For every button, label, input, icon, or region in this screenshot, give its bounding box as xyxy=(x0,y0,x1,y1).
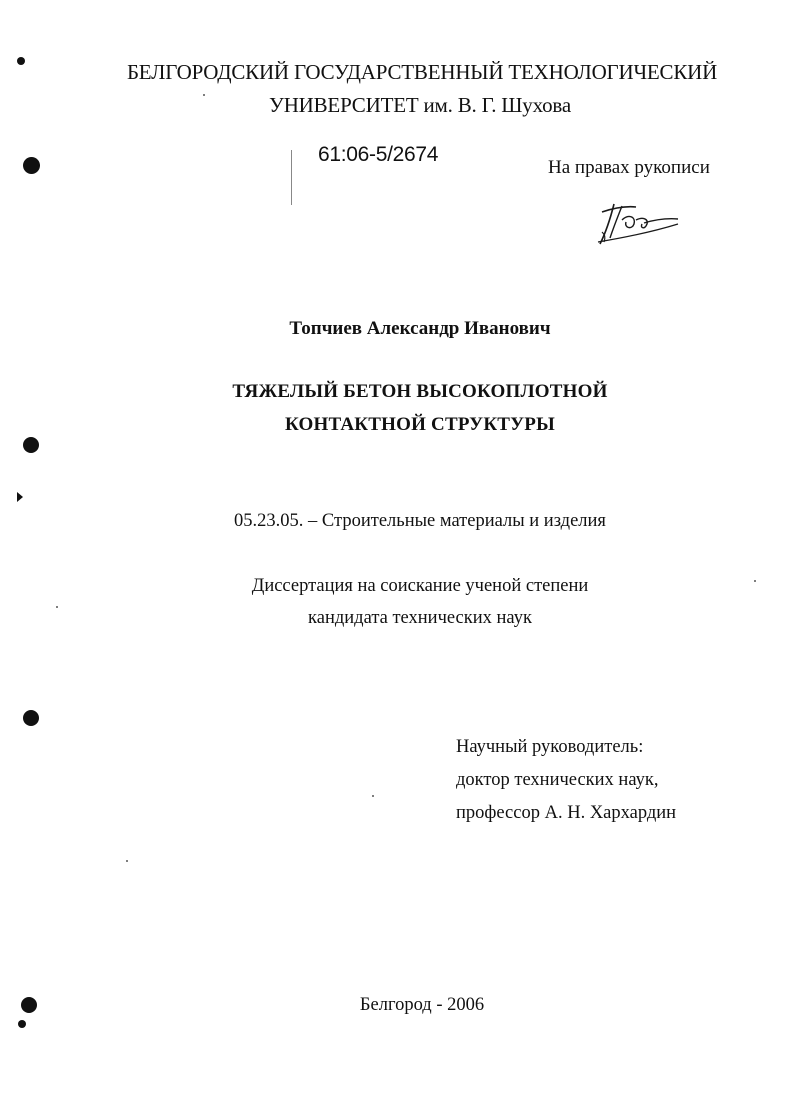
degree-line2: кандидата технических наук xyxy=(308,608,532,628)
punch-hole-mark xyxy=(18,1020,26,1028)
specialty-code: 05.23.05. – Строительные материалы и изделия xyxy=(234,511,606,531)
rights-note: На правах рукописи xyxy=(548,157,710,178)
stamp-rule xyxy=(291,150,292,205)
scan-speck xyxy=(372,795,374,797)
punch-hole-mark xyxy=(17,57,25,65)
university-name-line1: БЕЛГОРОДСКИЙ ГОСУДАРСТВЕННЫЙ ТЕХНОЛОГИЧЕСКИЙ xyxy=(126,60,718,84)
dissertation-title-line1: ТЯЖЕЛЫЙ БЕТОН ВЫСОКОПЛОТНОЙ xyxy=(232,381,608,402)
supervisor-name: профессор А. Н. Хархардин xyxy=(456,803,677,823)
author-name: Топчиев Александр Иванович xyxy=(289,318,551,339)
punch-hole xyxy=(23,710,39,726)
dissertation-title-line2: КОНТАКТНОЙ СТРУКТУРЫ xyxy=(285,414,555,435)
supervisor-degree: доктор технических наук, xyxy=(456,770,659,790)
punch-hole xyxy=(23,157,40,174)
university-name-line2: УНИВЕРСИТЕТ им. В. Г. Шухова xyxy=(269,93,571,117)
catalog-number: 61:06-5/2674 xyxy=(318,143,439,166)
scan-speck xyxy=(126,860,128,862)
signature xyxy=(592,198,687,250)
supervisor-label: Научный руководитель: xyxy=(456,737,644,757)
city-year: Белгород - 2006 xyxy=(359,995,485,1015)
punch-hole xyxy=(23,437,39,453)
arrow-mark xyxy=(17,492,23,502)
degree-line1: Диссертация на соискание ученой степени xyxy=(251,576,589,596)
